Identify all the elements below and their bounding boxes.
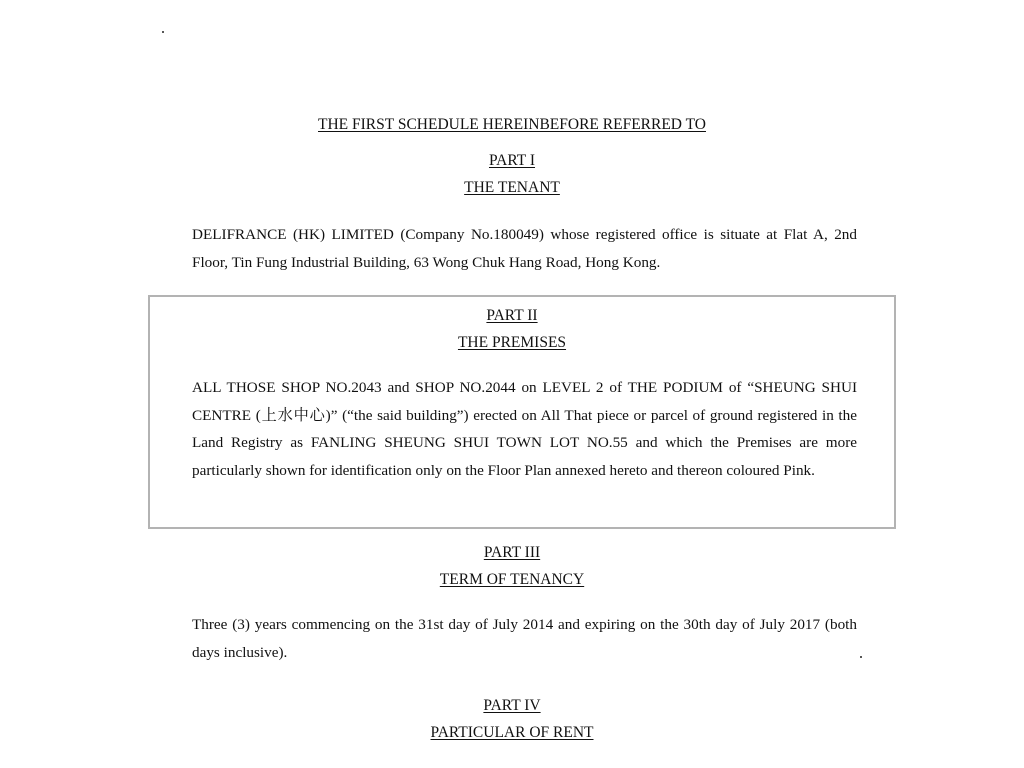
part-2-title: THE PREMISES [457, 334, 567, 351]
scan-speck [860, 656, 862, 658]
part-4-label: PART IV [483, 697, 541, 714]
part-1-text: DELIFRANCE (HK) LIMITED (Company No.180049) whose registered office is situate at Flat A, 2nd Floor, Tin Fung Industrial Building, 63 Wong Chuk Hang Road, Hong Kong. [192, 226, 857, 271]
part-3-title: TERM OF TENANCY [439, 571, 585, 588]
schedule-title: THE FIRST SCHEDULE HEREINBEFORE REFERRED TO [318, 116, 706, 133]
part-1-label: PART I [488, 152, 536, 169]
part-3-label: PART III [483, 544, 541, 561]
part-2-text: ALL THOSE SHOP NO.2043 and SHOP NO.2044 on LEVEL 2 of THE PODIUM of “SHEUNG SHUI CENTRE (上水中心)” (“the said building”) erected on All That piece or parcel of ground registered in the Land Registry as FANLING SHEUNG SHUI TOWN LOT NO.55 and which the Premises are more particularly shown for identification only on the Floor Plan annexed hereto and thereon coloured Pink. [192, 379, 857, 479]
part-1-title: THE TENANT [464, 179, 560, 196]
part-4-title: PARTICULAR OF RENT [430, 724, 594, 741]
part-3-text: Three (3) years commencing on the 31st day of July 2014 and expiring on the 30th day of July 2017 (both days inclusive). [192, 616, 857, 661]
scan-speck [162, 31, 164, 33]
part-2-label: PART II [486, 307, 538, 324]
